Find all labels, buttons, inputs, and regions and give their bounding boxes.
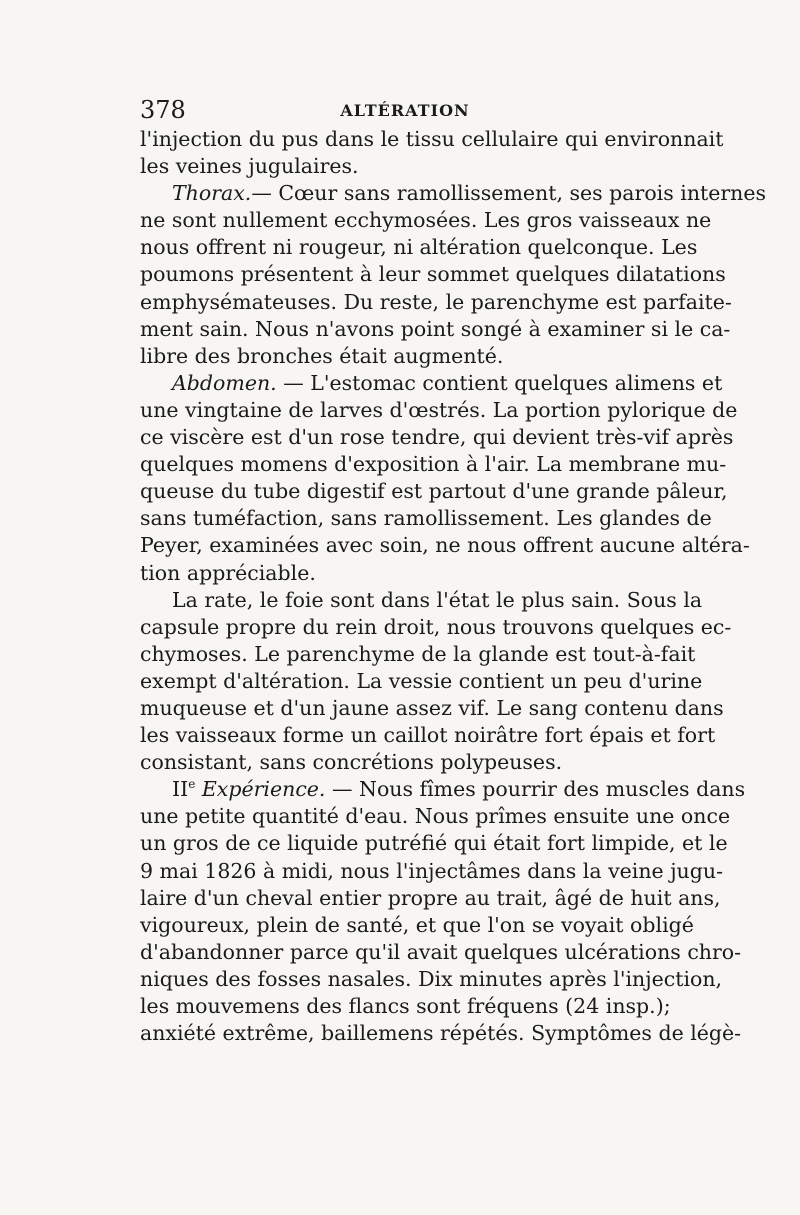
section-heading-thorax: Thorax. — [172, 181, 252, 206]
section-heading-experience: Expérience. — [201, 777, 326, 802]
text-line: une petite quantité d'eau. Nous prîmes ensuite une once — [140, 804, 731, 829]
text-line: l'injection du pus dans le tissu cellulaire qui environnait — [140, 127, 724, 151]
text-line: anxiété extrême, baillemens répétés. Symptômes de légè- — [140, 1021, 742, 1046]
text-line: poumons présentent à leur sommet quelques dilatations — [140, 262, 726, 287]
paragraph-abdomen — [140, 370, 723, 397]
text-line: La rate, le foie sont dans l'état le plus sain. Sous la — [172, 587, 703, 612]
roman-numeral: II — [172, 777, 189, 802]
text-line: nous offrent ni rougeur, ni altération quelconque. Les — [140, 235, 698, 260]
ordinal-superscript: e — [188, 777, 196, 792]
text-line: une vingtaine de larves d'œstrés. La portion pylorique de — [140, 397, 738, 422]
text-line: exempt d'altération. La vessie contient un peu d'urine — [140, 668, 703, 693]
text-line: tion appréciable. — [140, 560, 316, 585]
text-line: vigoureux, plein de santé, et que l'on se voyait obligé — [140, 912, 694, 937]
text-line: libre des bronches était augmenté. — [140, 343, 504, 368]
text-line: queuse du tube digestif est partout d'une grande pâleur, — [140, 479, 728, 504]
running-title: ALTÉRATION — [340, 101, 470, 120]
text-line: muqueuse et d'un jaune assez vif. Le sang contenu dans — [140, 695, 724, 720]
paragraph-thorax — [140, 180, 767, 207]
text-line: capsule propre du rein droit, nous trouvons quelques ec- — [140, 614, 732, 639]
section-heading-abdomen: Abdomen. — [172, 370, 277, 395]
text-line: un gros de ce liquide putréfié qui était fort limpide, et le — [140, 831, 728, 856]
text-line: sans tuméfaction, sans ramollissement. Les glandes de — [140, 506, 712, 531]
text-line: 9 mai 1826 à midi, nous l'injectâmes dans la veine jugu- — [140, 858, 724, 883]
paragraph-experience-2 — [140, 776, 746, 803]
text-line: consistant, sans concrétions polypeuses. — [140, 750, 563, 775]
page-number: 378 — [140, 96, 186, 124]
body-text — [140, 126, 767, 1047]
page-header — [140, 96, 670, 126]
text-span: — Nous fîmes pourrir des muscles dans — [331, 777, 746, 802]
text-span: — Cœur sans ramollissement, ses parois internes — [251, 181, 767, 206]
text-line: chymoses. Le parenchyme de la glande est tout-à-fait — [140, 641, 696, 666]
text-line: les vaisseaux forme un caillot noirâtre fort épais et fort — [140, 723, 716, 748]
text-line: laire d'un cheval entier propre au trait, âgé de huit ans, — [140, 885, 721, 910]
text-line: ment sain. Nous n'avons point songé à examiner si le ca- — [140, 316, 731, 341]
text-span: — L'estomac contient quelques alimens et — [283, 370, 723, 395]
text-line: niques des fosses nasales. Dix minutes après l'injection, — [140, 966, 723, 991]
text-line: Peyer, examinées avec soin, ne nous offrent aucune altéra- — [140, 533, 750, 558]
text-line: quelques momens d'exposition à l'air. La membrane mu- — [140, 452, 727, 477]
text-line: ne sont nullement ecchymosées. Les gros vaisseaux ne — [140, 208, 712, 233]
text-line: les veines jugulaires. — [140, 154, 359, 179]
text-line: ce viscère est d'un rose tendre, qui devient très-vif après — [140, 425, 734, 450]
text-line: d'abandonner parce qu'il avait quelques ulcérations chro- — [140, 939, 742, 964]
text-line: emphysémateuses. Du reste, le parenchyme est parfaite- — [140, 289, 732, 314]
text-line: les mouvemens des flancs sont fréquens (24 insp.); — [140, 994, 671, 1018]
